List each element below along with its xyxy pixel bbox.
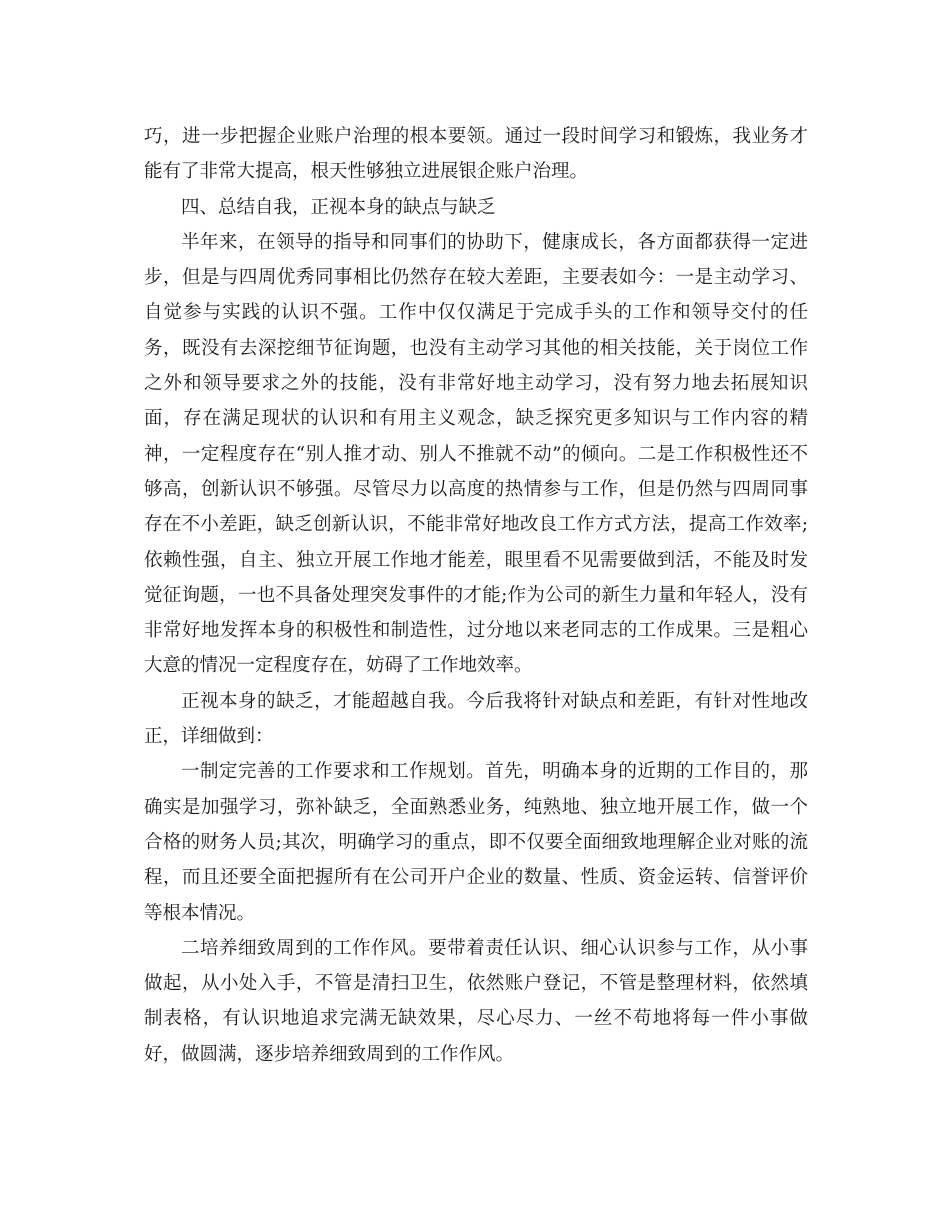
paragraph-1: 巧，进一步把握企业账户治理的根本要领。通过一段时间学习和锻炼，我业务才能有了非常大提高，根天性够独立进展银企账户治理。 [144,126,808,183]
document-body [144,119,808,1072]
paragraph-3: 正视本身的缺乏，才能超越自我。今后我将针对缺点和差距，有针对性地改正，详细做到： [144,690,808,748]
paragraph-5: 二培养细致周到的工作作风。要带着责任认识、细心认识参与工作，从小事做起，从小处入手，不管是清扫卫生，依然账户登记，不管是整理材料，依然填制表格，有认识地追求完满无缺效果，尽心尽力、一丝不苟地将每一件小事做好，做圆满，逐步培养细致周到的工作作风。 [144,937,808,1065]
paragraph-4: 一制定完善的工作要求和工作规划。首先，明确本身的近期的工作目的，那确实是加强学习，弥补缺乏，全面熟悉业务，纯熟地、独立地开展工作，做一个合格的财务人员;其次，明确学习的重点，即不仅要全面细致地理解企业对账的流程，而且还要全面把握所有在公司开户企业的数量、性质、资金运转、信誉评价等根本情况。 [144,761,808,924]
section-heading: 四、总结自我，正视本身的缺点与缺乏 [181,196,496,218]
paragraph-2: 半年来，在领导的指导和同事们的协助下，健康成长，各方面都获得一定进步，但是与四周优秀同事相比仍然存在较大差距，主要表如今：一是主动学习、自觉参与实践的认识不强。工作中仅仅满足于完成手头的工作和领导交付的任务，既没有去深挖细节征询题，也没有主动学习其他的相关技能，关于岗位工作之外和领导要求之外的技能，没有非常好地主动学习，没有努力地去拓展知识面，存在满足现状的认识和有用主义观念，缺乏探究更多知识与工作内容的精神，一定程度存在“别人推才动、别人不推就不动”的倾向。二是工作积极性还不够高，创新认识不够强。尽管尽力以高度的热情参与工作，但是仍然与四周同事存在不小差距，缺乏创新认识，不能非常好地改良工作方式方法，提高工作效率;依赖性强，自主、独立开展工作地才能差，眼里看不见需要做到活，不能及时发觉征询题，一也不具备处理突发事件的才能;作为公司的新生力量和年轻人，没有非常好地发挥本身的积极性和制造性，过分地以来老同志的工作成果。三是粗心大意的情况一定程度存在，妨碍了工作地效率。 [144,231,808,677]
